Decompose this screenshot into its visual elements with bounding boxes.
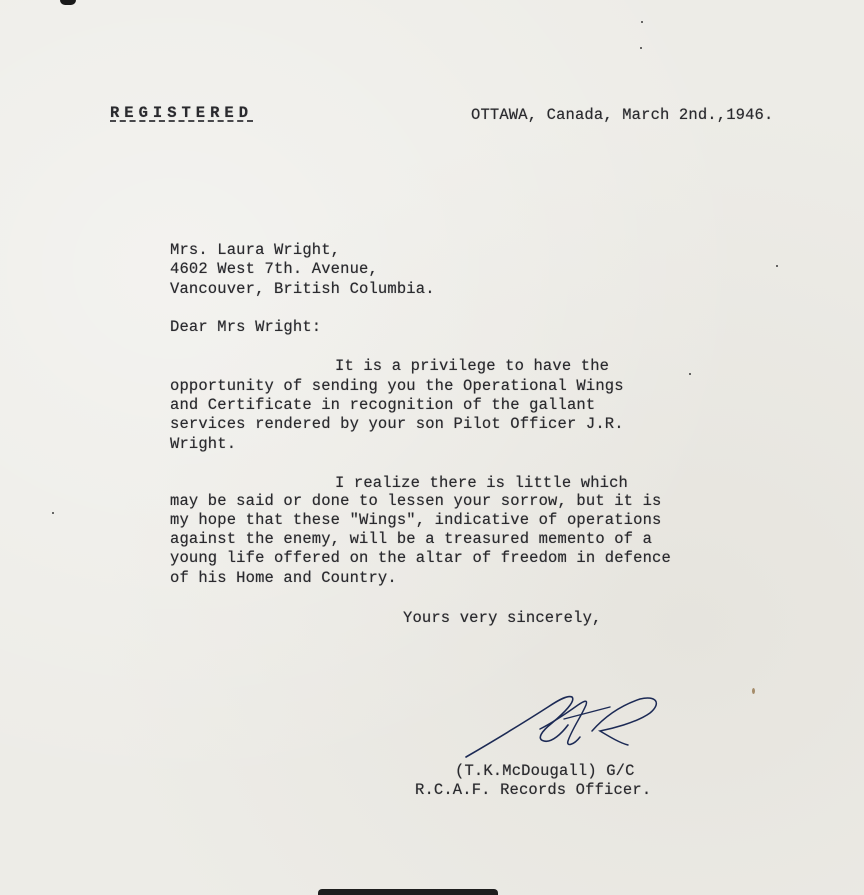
paper-speck	[776, 265, 778, 267]
paragraph2-line: young life offered on the altar of freedom in defence	[170, 549, 671, 567]
salutation: Dear Mrs Wright:	[170, 318, 322, 336]
paragraph2-line: may be said or done to lessen your sorrow, but it is	[170, 492, 662, 510]
signatory-name: (T.K.McDougall) G/C	[455, 762, 635, 780]
paragraph1-line: It is a privilege to have the	[335, 357, 610, 375]
paragraph1-line: services rendered by your son Pilot Officer J.R.	[170, 415, 624, 433]
dateline: OTTAWA, Canada, March 2nd.,1946.	[471, 106, 774, 124]
paragraph2-line: I realize there is little which	[335, 474, 628, 492]
paragraph1-line: opportunity of sending you the Operational Wings	[170, 377, 624, 395]
recipient-city: Vancouver, British Columbia.	[170, 280, 435, 298]
paper-speck	[641, 21, 643, 23]
recipient-street: 4602 West 7th. Avenue,	[170, 260, 378, 278]
paper-speck	[640, 47, 642, 49]
bottom-edge-tab	[318, 889, 498, 895]
closing: Yours very sincerely,	[403, 609, 602, 627]
page-corner-mark	[60, 0, 76, 5]
recipient-name: Mrs. Laura Wright,	[170, 241, 341, 259]
paper-speck	[52, 512, 54, 514]
signatory-title: R.C.A.F. Records Officer.	[415, 781, 652, 799]
registered-heading: REGISTERED	[110, 104, 254, 122]
paragraph2-line: my hope that these "Wings", indicative of operations	[170, 511, 662, 529]
paper-speck	[752, 688, 755, 694]
paper-speck	[689, 373, 691, 375]
handwritten-signature	[460, 685, 670, 765]
paragraph2-line: against the enemy, will be a treasured memento of a	[170, 530, 653, 548]
paragraph1-line: Wright.	[170, 435, 237, 453]
paragraph2-line: of his Home and Country.	[170, 569, 397, 587]
paragraph1-line: and Certificate in recognition of the gallant	[170, 396, 596, 414]
